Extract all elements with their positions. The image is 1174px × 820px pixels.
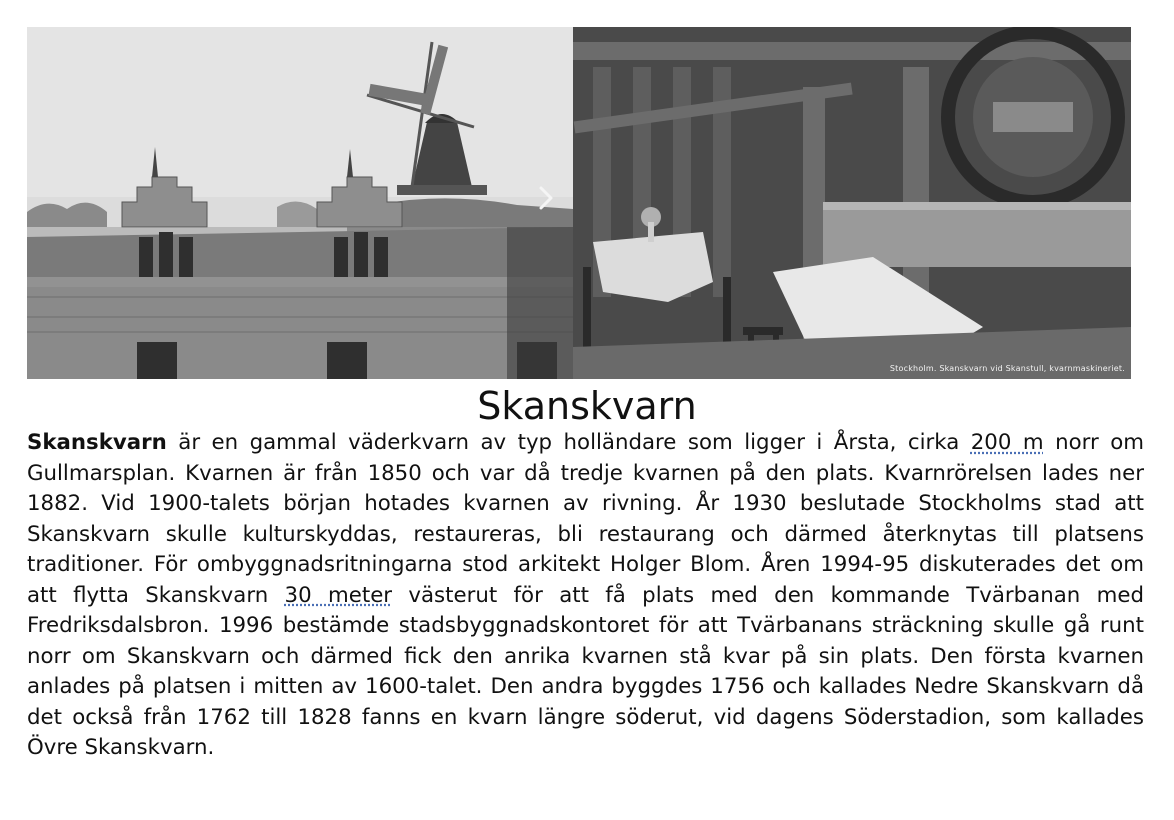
article-text-2: norr om Gullmarsplan. Kvarnen är från 1850 och var då tredje kvarnen på den plats. Kvarnrörelsen lades ner 1882. Vid 1900-talets början hotades kvarnen av rivning. År 1930 beslutade Stockholms stad att Skanskvarn skulle kulturskyddas, restaureras, bli restaurang och därmed återknytas till platsens traditioner. För ombyggnadsritningarna stod arkitekt Holger Blom. Åren 1994-95 diskuterades det om att flytta Skanskvarn — [27, 430, 1144, 608]
photo-caption: Stockholm. Skanskvarn vid Skanstull, kvarnmaskineriet. — [889, 364, 1125, 373]
image-gallery — [27, 27, 1131, 379]
article-text-3: västerut för att få plats med den kommande Tvärbanan med Fredriksdalsbron. 1996 bestämde stadsbyggnadskontoret för att Tvärbanans sträckning skulle gå runt norr om Skanskvarn och därmed fick den anrika kvarnen stå kvar på sin plats. Den första kvarnen anlades på platsen i mitten av 1600-talet. Den andra byggdes 1756 och kallades Nedre Skanskvarn då det också från 1762 till 1828 fanns en kvarn längre söderut, vid dagens Söderstadion, som kallades Övre Skanskvarn. — [27, 582, 1144, 760]
article-body — [27, 428, 1144, 764]
article-lead: Skanskvarn — [27, 430, 167, 455]
windmill-rooftops-photo — [27, 27, 573, 379]
chevron-right-icon[interactable] — [535, 183, 557, 213]
article-text-1: är en gammal väderkvarn av typ holländare som ligger i Årsta, cirka — [166, 430, 971, 455]
page-title: Skanskvarn — [477, 384, 697, 428]
mill-interior-photo — [573, 27, 1131, 379]
unit-link-200m[interactable]: 200 m — [970, 430, 1044, 455]
unit-link-30m[interactable]: 30 meter — [284, 582, 393, 608]
